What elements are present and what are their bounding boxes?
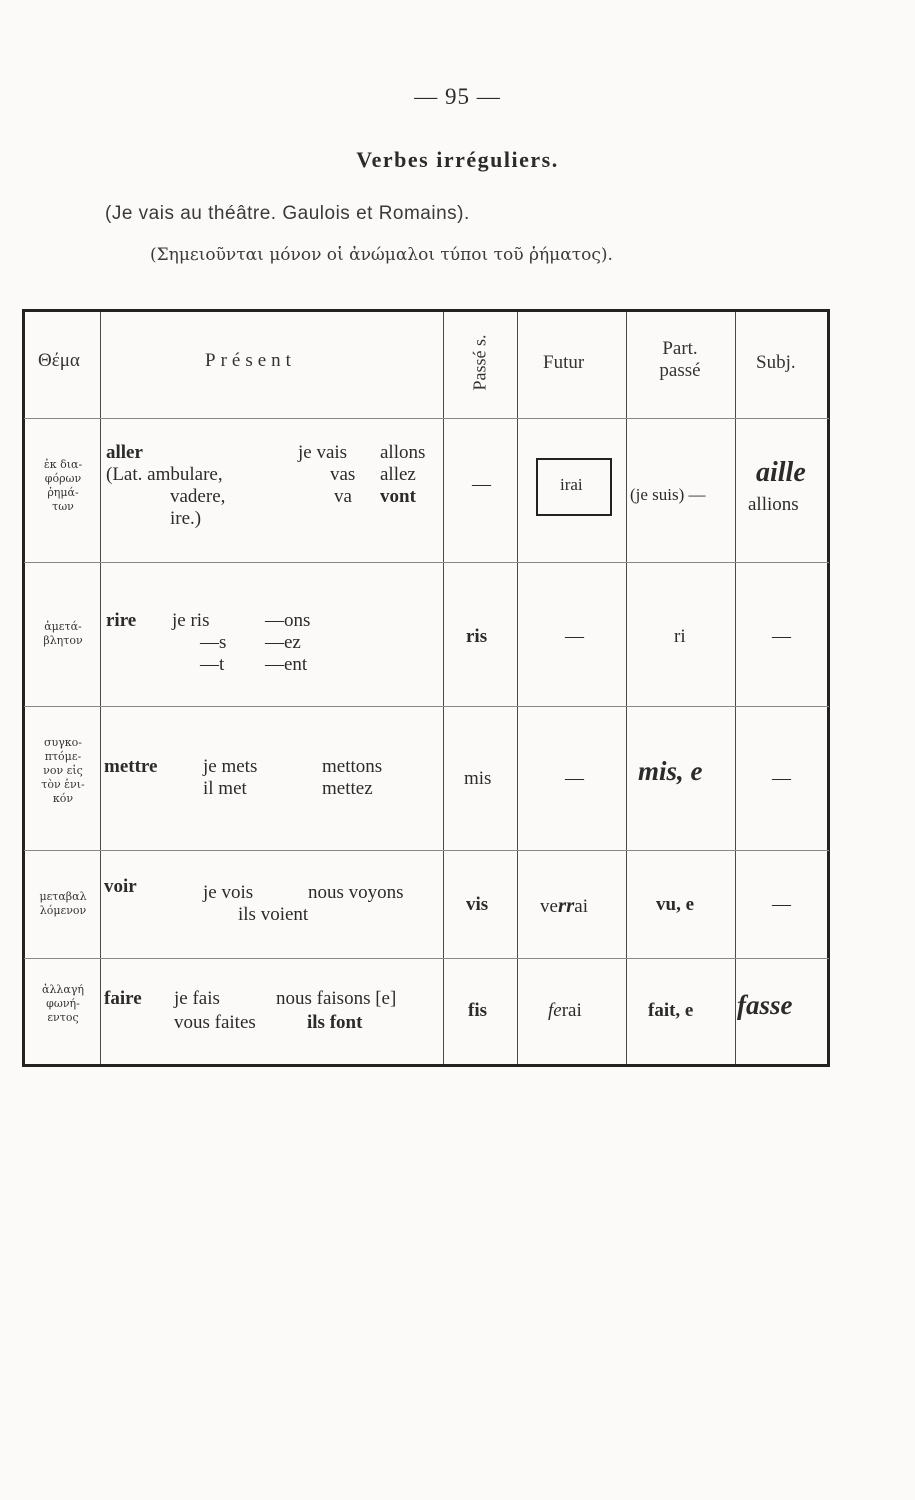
theme-line: φωνή- — [46, 997, 80, 1010]
verb-form: ils font — [307, 1012, 363, 1033]
verb-form — [174, 1012, 256, 1034]
verb-latin-line: ire.) — [170, 508, 202, 529]
verb-form: —ent — [265, 654, 308, 675]
theme-line: λόμενον — [39, 904, 87, 917]
table-row-theme — [26, 983, 100, 1025]
table-row-theme — [26, 458, 100, 514]
participe-value: fait, e — [648, 1000, 694, 1021]
verb-form: allons — [380, 442, 426, 463]
theme-line: πτόμε- — [44, 750, 82, 763]
subtitle: (Je vais au théâtre. Gaulois et Romains). — [105, 203, 470, 224]
table-top-border — [22, 309, 830, 312]
verb-form: mettons — [322, 756, 383, 777]
row-separator — [24, 418, 829, 419]
participe-value: vu, e — [656, 894, 694, 915]
col-divider — [443, 312, 444, 1064]
verb-form: —ons — [265, 610, 311, 631]
participe-value: (je suis) — — [630, 485, 706, 504]
verb-form: nous faisons [e] — [276, 988, 397, 1009]
theme-line: βλητον — [43, 634, 83, 647]
verb-form: je vais — [298, 442, 348, 463]
table-row-theme — [26, 620, 100, 648]
theme-line: συγκο- — [44, 736, 82, 749]
verb-form: —s — [200, 632, 227, 653]
verb-form: je mets — [203, 756, 258, 777]
futur-part: rai — [561, 1000, 582, 1021]
table-right-border — [827, 309, 830, 1067]
subj-value-second: allions — [748, 494, 799, 515]
verb-form: ils voient — [238, 904, 309, 925]
passe-simple-value: ris — [466, 626, 488, 647]
verb-form: je ris — [172, 610, 210, 631]
verb-infinitive: aller — [106, 442, 143, 463]
verb-latin-line: vadere, — [170, 486, 226, 507]
participe-value: mis, e — [638, 756, 703, 786]
theme-line: κόν — [52, 792, 74, 805]
row-separator — [24, 562, 829, 563]
verb-form: allez — [380, 464, 416, 485]
verb-form: va — [334, 486, 352, 507]
futur-part: ai — [574, 896, 589, 917]
theme-line: ἀλλαγή — [42, 983, 84, 996]
greek-note: (Σημειοῦνται μόνον οἱ ἀνώμαλοι τύποι τοῦ ῥήματος). — [150, 245, 613, 265]
table-row-theme — [26, 890, 100, 918]
verb-infinitive: mettre — [104, 756, 158, 777]
verb-latin-line: (Lat. ambulare, — [106, 464, 223, 485]
subj-value: — — [772, 768, 791, 789]
table-row-theme — [26, 736, 100, 806]
verb-infinitive: voir — [104, 876, 137, 897]
passe-simple-value: fis — [468, 1000, 487, 1021]
verb-form: mettez — [322, 778, 373, 799]
theme-line: εντος — [47, 1011, 79, 1024]
futur-value: — — [565, 626, 584, 647]
page-number: — 95 — — [414, 84, 501, 109]
subj-value: fasse — [737, 990, 793, 1020]
verb-form: vas — [330, 464, 356, 485]
subj-value: aille — [756, 457, 806, 488]
table-bottom-border — [22, 1064, 830, 1067]
col-divider — [100, 312, 101, 1064]
verb-form: nous voyons — [308, 882, 404, 903]
theme-line: ἐκ δια- — [43, 458, 83, 471]
participe-value: ri — [674, 626, 686, 647]
verb-infinitive: rire — [106, 610, 137, 631]
verb-form: je vois — [203, 882, 254, 903]
theme-line: ῥημά- — [47, 486, 79, 499]
col-header-part: Part. — [662, 338, 698, 359]
futur-value — [540, 894, 588, 918]
futur-part: ve — [540, 896, 558, 917]
row-separator — [24, 706, 829, 707]
passe-simple-value: — — [472, 474, 491, 495]
col-header-passe-simple: Passé s. — [469, 334, 490, 391]
col-header-part-passe — [650, 338, 710, 382]
col-divider — [517, 312, 518, 1064]
subj-value: — — [772, 894, 791, 915]
col-header-theme: Θέμα — [38, 350, 80, 371]
row-separator — [24, 850, 829, 851]
row-separator — [24, 958, 829, 959]
theme-line: ἀμετά- — [44, 620, 82, 633]
futur-value: irai — [560, 475, 583, 494]
verb-form: —ez — [265, 632, 301, 653]
theme-line: τὸν ἑνι- — [41, 778, 85, 791]
verb-form: je fais — [174, 988, 220, 1009]
col-divider — [735, 312, 736, 1064]
verb-form: —t — [200, 654, 225, 675]
futur-value: — — [565, 768, 584, 789]
page-title: Verbes irréguliers. — [356, 147, 559, 172]
theme-line: φόρων — [44, 472, 82, 485]
col-header-subj: Subj. — [756, 352, 796, 373]
col-header-passe: passé — [659, 360, 701, 381]
col-header-futur: Futur — [543, 352, 585, 373]
futur-part: rr — [557, 893, 575, 917]
col-header-present: Présent — [205, 350, 296, 371]
theme-line: μεταβαλ — [39, 890, 87, 903]
theme-line: νον εἰς — [43, 764, 83, 777]
futur-value — [548, 1000, 582, 1022]
table-left-border — [22, 309, 25, 1067]
col-divider — [626, 312, 627, 1064]
passe-simple-value: mis — [464, 768, 492, 789]
verb-form: il met — [203, 778, 247, 799]
verb-form: vont — [380, 486, 416, 507]
subj-value: — — [772, 626, 791, 647]
verb-infinitive: faire — [104, 988, 142, 1009]
verb-form-part: vous faites — [174, 1012, 256, 1033]
theme-line: των — [52, 500, 74, 513]
futur-part: fe — [548, 1000, 562, 1021]
passe-simple-value: vis — [466, 894, 489, 915]
